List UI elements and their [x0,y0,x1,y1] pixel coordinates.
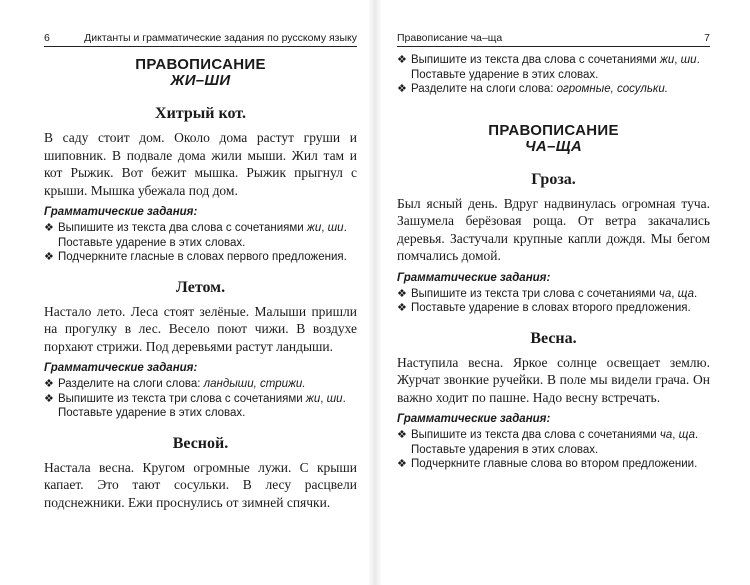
right-running-head [397,32,710,47]
task-text: . Поставьте ударение в этих словах. [58,222,347,249]
task-text: Выпишите из текста три слова с сочетаниями [58,392,306,405]
grammar-tasks-heading: Грамматические задания: [44,362,198,374]
task-italic: ща [678,429,695,441]
task-text: Поставьте ударение в словах второго предложения. [411,302,691,314]
task-text: Выпишите из текста два слова с сочетаниями [411,429,660,441]
story-title: Летом. [175,278,226,296]
task-item [397,287,710,302]
section-title-main: ПРАВОПИСАНИЕ [135,56,266,73]
grammar-tasks-heading: Грамматические задания: [397,413,551,425]
task-text: . Поставьте ударение в этих словах. [58,392,346,419]
section-title [44,57,357,89]
grammar-tasks-heading: Грамматические задания: [397,271,551,284]
story-title: Весной. [172,434,229,452]
section-title-sub: ЧА–ЩА [525,137,582,155]
task-text: , [672,429,679,441]
page-number: 6 [44,32,50,44]
task-item [44,392,357,421]
task-text: , [320,392,327,405]
task-text: Выпишите из текста два слова с сочетаниями [411,54,660,66]
section-title-sub: ЖИ–ШИ [170,72,231,89]
task-list [397,428,710,472]
task-italic: ши [327,222,344,234]
running-head-title: Правописание ча–ща [397,32,503,44]
task-text: Разделите на слоги слова: [411,83,557,95]
task-item [397,457,710,472]
diamond-bullet-icon: ❖ [44,378,54,390]
task-italic: ча [659,429,673,441]
task-text: , [321,222,328,234]
left-running-head [44,32,357,47]
story-title: Хитрый кот. [155,105,246,122]
task-list [44,221,357,265]
diamond-bullet-icon: ❖ [397,54,407,66]
task-list [397,53,710,97]
story-title: Весна. [530,329,577,347]
right-page [375,0,750,585]
task-list [44,377,357,421]
task-italic: ши [326,392,343,405]
task-list [397,287,710,316]
story-text: Настала весна. Кругом огромные лужи. С крыши капает. Это тают сосульки. В лесу расцвели подснежники. Ежи проснулись от зимней спячки. [44,459,357,510]
diamond-bullet-icon: ❖ [397,302,407,314]
section-title [397,123,710,155]
task-text: Подчеркните гласные в словах первого предложения. [58,251,347,263]
task-italic: жи [305,392,321,405]
diamond-bullet-icon: ❖ [44,251,54,263]
diamond-bullet-icon: ❖ [397,287,407,300]
page-number: 7 [704,32,710,44]
story-text: Настало лето. Леса стоят зелёные. Малыши пришли на прогулку в лес. Весело поют чижи. В воздухе порхают стрижи. Под деревьями растут ландыши. [44,303,357,354]
task-italic: ландыши, стрижи. [203,378,306,390]
running-head-title: Диктанты и грамматические задания по русскому языку [84,32,357,44]
task-text: Выпишите из текста два слова с сочетаниями [58,222,307,234]
story-text: Был ясный день. Вдруг надвинулась огромная туча. Зашумела берёзовая роща. От ветра закачались деревья. Застучали крупные капли дождя. Мы бегом помчались домой. [397,195,710,263]
task-italic: жи [306,222,322,234]
task-text: , [674,54,681,66]
task-italic: жи [659,54,675,66]
task-text: . [693,287,698,300]
diamond-bullet-icon: ❖ [397,429,407,441]
task-item [44,221,357,250]
diamond-bullet-icon: ❖ [44,392,54,405]
task-text: , [671,287,678,300]
task-item [397,428,710,457]
task-text: . Поставьте ударения в этих словах. [411,429,699,456]
task-italic: ча [658,287,672,300]
task-item [397,301,710,316]
task-text: Выпишите из текста три слова с сочетаниями [411,287,659,300]
task-item [397,53,710,82]
task-italic: огромные, сосульки. [556,83,668,95]
task-text: . Поставьте ударение в этих словах. [411,54,700,81]
task-item [397,82,710,97]
task-italic: ши [680,54,697,66]
grammar-tasks-heading: Грамматические задания: [44,206,198,218]
story-text: Наступила весна. Яркое солнце освещает землю. Журчат звонкие ручейки. В поле мы видели грача. Он важно ходит по пашне. Надо весну встречать. [397,354,710,405]
diamond-bullet-icon: ❖ [44,222,54,234]
task-italic: ща [677,287,694,300]
task-text: Подчеркните главные слова во втором предложении. [411,458,698,470]
diamond-bullet-icon: ❖ [397,458,407,470]
task-item [44,250,357,265]
task-item [44,377,357,392]
task-text: Разделите на слоги слова: [58,378,204,390]
story-text: В саду стоит дом. Около дома растут груши и шиповник. В подвале дома жили мыши. Жил там и кот Рыжик. Вот бежит мышка. Рыжик прыгнул с крыши. Мышка убежала под дом. [44,130,357,198]
section-title-main: ПРАВОПИСАНИЕ [488,121,619,139]
story-title: Гроза. [531,170,576,188]
diamond-bullet-icon: ❖ [397,83,407,95]
